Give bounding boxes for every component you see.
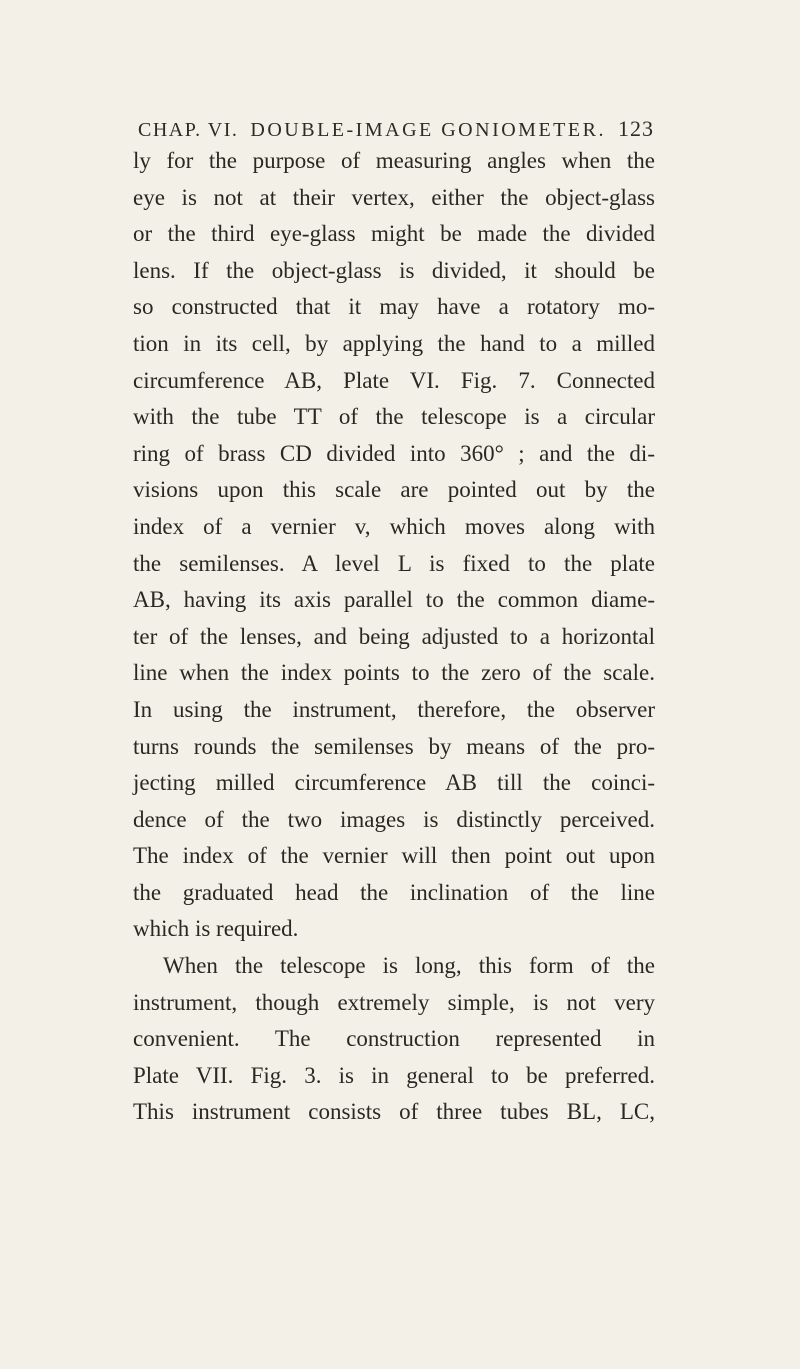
text-line: ter of the lenses, and being adjusted to a horizontal	[133, 623, 655, 649]
text-line: ly for the purpose of measuring angles when the	[133, 148, 655, 173]
text-line: tion in its cell, by applying the hand to a milled	[133, 330, 655, 356]
chapter-label: CHAP. VI.	[138, 119, 239, 141]
text-line: with the tube TT of the telescope is a circular	[133, 404, 655, 430]
text-line: eye is not at their vertex, either the object-glass	[133, 184, 655, 210]
text-line: This instrument consists of three tubes BL, LC,	[133, 1099, 655, 1125]
text-line: AB, having its axis parallel to the common diame-	[133, 587, 655, 613]
text-line: The index of the vernier will then point out upon	[133, 843, 655, 869]
text-line: When the telescope is long, this form of the	[163, 953, 655, 979]
text-line: turns rounds the semilenses by means of the pro-	[133, 733, 655, 759]
text-line: the graduated head the inclination of the line	[133, 879, 655, 905]
text-line: the semilenses. A level L is fixed to the plate	[133, 550, 655, 576]
text-line: lens. If the object-glass is divided, it should be	[133, 257, 655, 283]
text-line: Plate VII. Fig. 3. is in general to be preferred.	[133, 1062, 655, 1088]
text-line: so constructed that it may have a rotatory mo-	[133, 294, 655, 320]
text-line: index of a vernier v, which moves along with	[133, 513, 655, 539]
text-line: or the third eye-glass might be made the divided	[133, 221, 655, 247]
paragraph	[133, 143, 655, 948]
running-head	[138, 116, 654, 146]
text-line: instrument, though extremely simple, is not very	[133, 989, 655, 1015]
text-line: dence of the two images is distinctly perceived.	[133, 806, 655, 832]
text-line: which is required.	[133, 916, 299, 942]
page-number: 123	[618, 116, 654, 141]
text-line: ring of brass CD divided into 360° ; and the di-	[133, 440, 655, 466]
text-line: visions upon this scale are pointed out by the	[133, 477, 655, 503]
text-line: line when the index points to the zero of the scale.	[133, 660, 655, 686]
text-line: convenient. The construction represented in	[133, 1026, 655, 1052]
paragraph	[133, 948, 655, 1131]
text-line: In using the instrument, therefore, the observer	[133, 696, 655, 722]
text-line: jecting milled circumference AB till the coinci-	[133, 770, 655, 796]
text-line: circumference AB, Plate VI. Fig. 7. Connected	[133, 367, 655, 393]
running-title: DOUBLE-IMAGE GONIOMETER.	[250, 119, 606, 141]
body-text	[133, 143, 655, 1131]
